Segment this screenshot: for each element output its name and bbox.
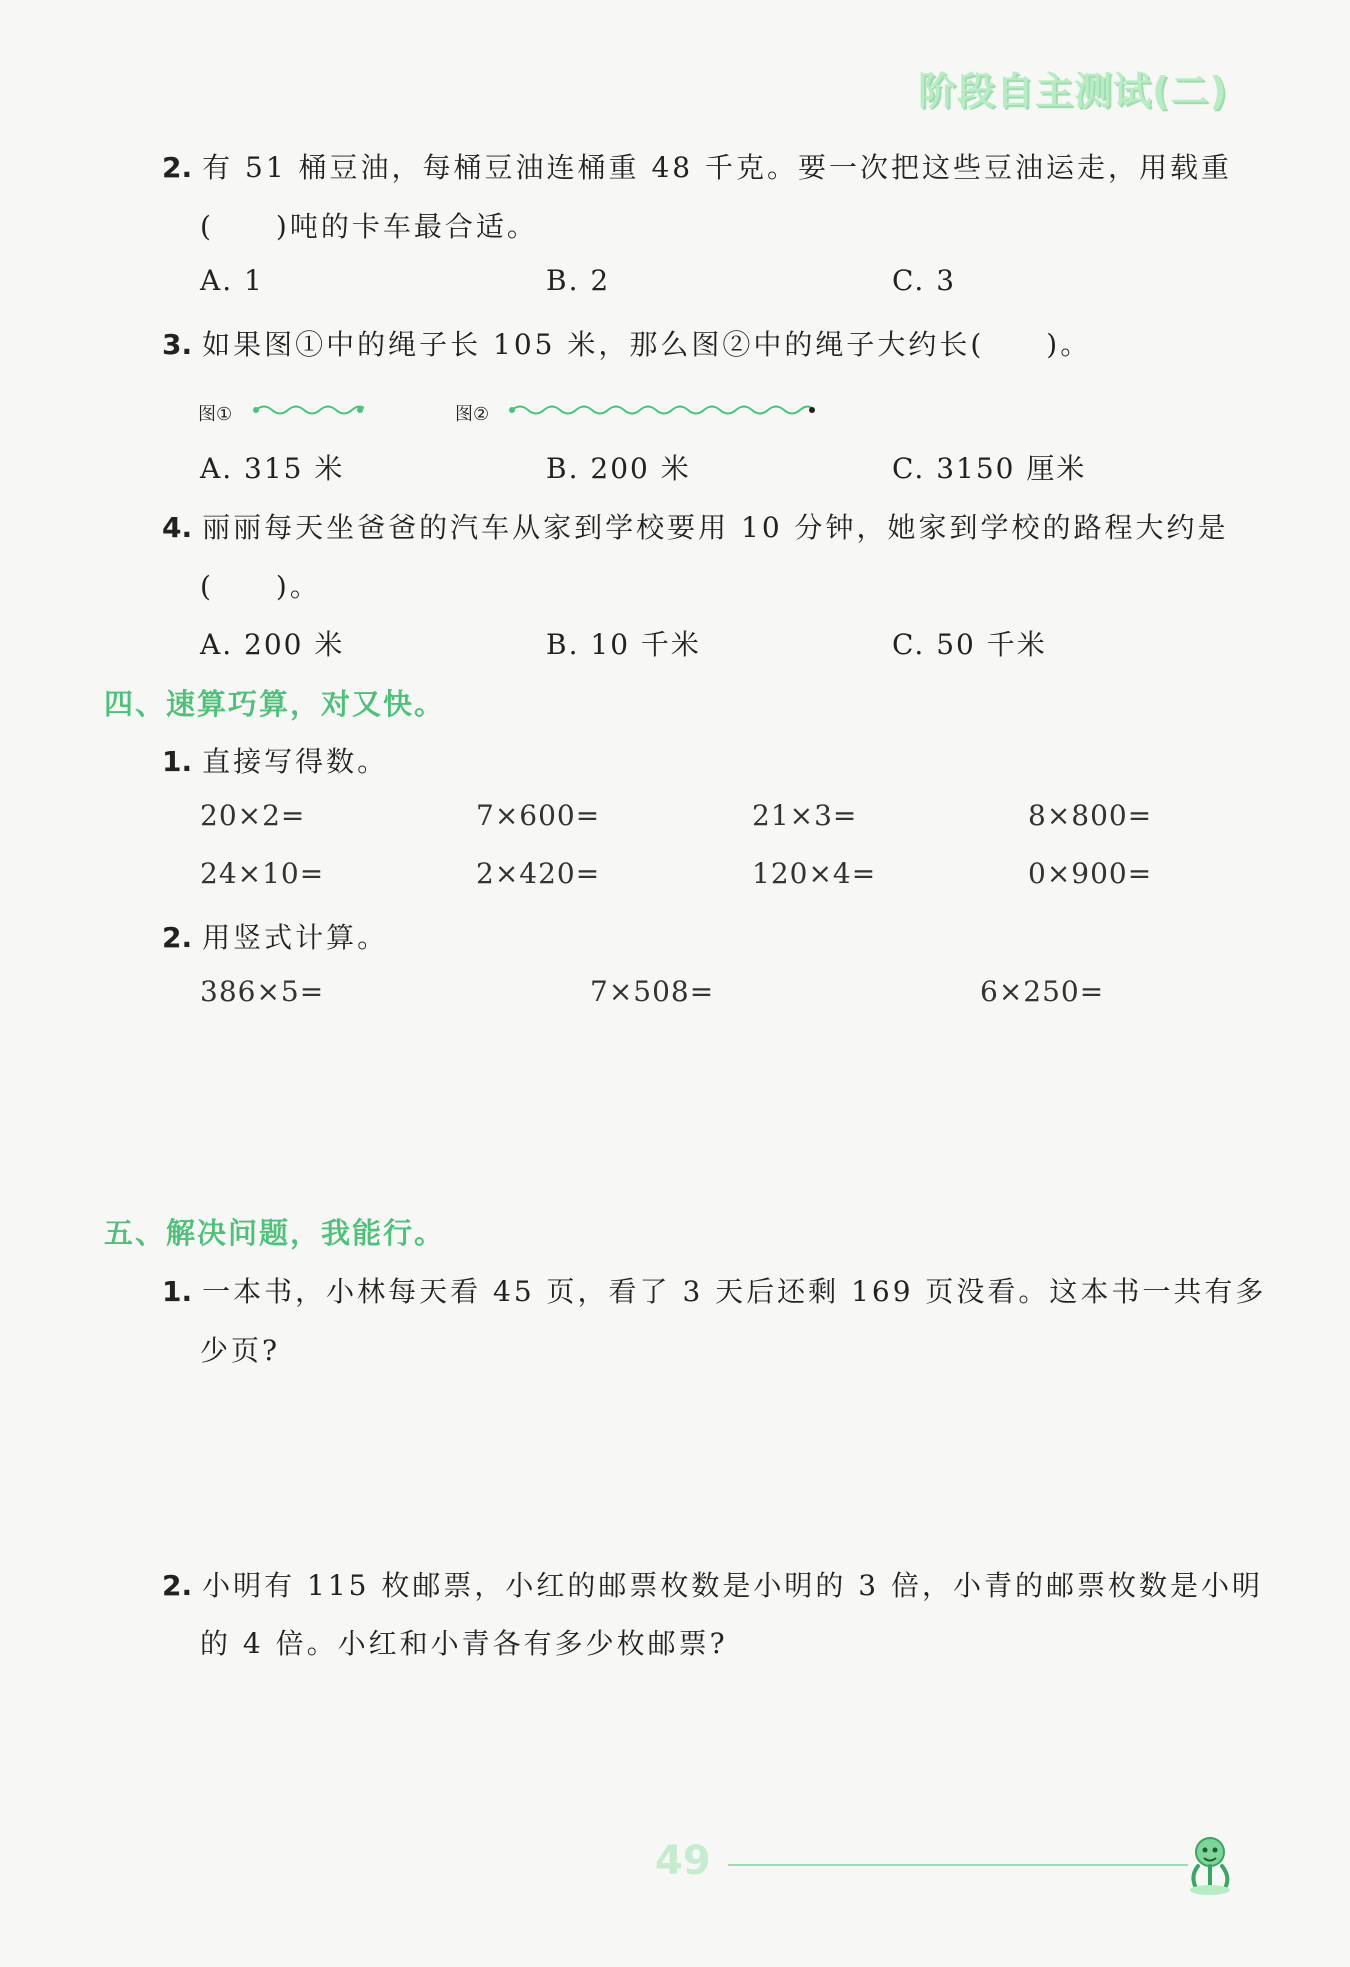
- q4-option-c: C. 50 千米: [892, 628, 1047, 661]
- s5-p1-text-line1: 一本书，小林每天看 45 页，看了 3 天后还剩 169 页没看。这本书一共有多: [202, 1275, 1267, 1308]
- q2-option-c: C. 3: [892, 264, 957, 297]
- calc-item: 2×420=: [476, 857, 601, 890]
- q3-number: 3.: [162, 328, 193, 361]
- calc-item: 20×2=: [200, 799, 306, 832]
- calc-item: 24×10=: [200, 857, 325, 890]
- figure-1-rope: [252, 398, 364, 422]
- calc-item: 0×900=: [1028, 857, 1153, 890]
- q3-option-a: A. 315 米: [200, 452, 345, 485]
- figure-1-label: 图①: [198, 404, 233, 425]
- s4-p2-number: 2.: [162, 921, 193, 954]
- s4-p1-number: 1.: [162, 745, 193, 778]
- q4-line1: [162, 506, 1229, 546]
- s5-p2-line2: 的 4 倍。小红和小青各有多少枚邮票?: [200, 1627, 728, 1660]
- q4-option-b: B. 10 千米: [546, 628, 701, 661]
- calc-item: 120×4=: [752, 857, 877, 890]
- mascot-icon: [1180, 1828, 1250, 1898]
- q4-line2: ( )。: [200, 570, 321, 603]
- s5-p1-number: 1.: [162, 1275, 193, 1308]
- s4-p2-label: 用竖式计算。: [202, 921, 389, 954]
- footer-divider: [728, 1864, 1188, 1866]
- s4-p2-heading: [162, 916, 388, 956]
- q4-option-a: A. 200 米: [200, 628, 345, 661]
- q2-number: 2.: [162, 151, 193, 184]
- q2-option-a: A. 1: [200, 264, 264, 297]
- q4-number: 4.: [162, 511, 193, 544]
- q2-line1: [162, 146, 1232, 186]
- s5-p2-number: 2.: [162, 1569, 193, 1602]
- vertical-calc-item: 7×508=: [590, 975, 715, 1008]
- vertical-calc-item: 6×250=: [980, 975, 1105, 1008]
- page-number: 49: [655, 1838, 711, 1884]
- figure-2-label: 图②: [455, 404, 490, 425]
- s5-p1-line2: 少页?: [200, 1334, 281, 1367]
- figure-2-rope: [508, 398, 818, 422]
- s4-p1-heading: [162, 740, 388, 780]
- q2-text-line1: 有 51 桶豆油，每桶豆油连桶重 48 千克。要一次把这些豆油运走，用载重: [202, 151, 1232, 184]
- s5-p2-line1: [162, 1564, 1263, 1604]
- s5-p2-text-line1: 小明有 115 枚邮票，小红的邮票枚数是小明的 3 倍，小青的邮票枚数是小明: [202, 1569, 1263, 1602]
- calc-item: 8×800=: [1028, 799, 1153, 832]
- header-title: 阶段自主测试(二): [918, 69, 1228, 113]
- q2-option-b: B. 2: [546, 264, 611, 297]
- s4-p1-label: 直接写得数。: [202, 745, 389, 778]
- vertical-calc-item: 386×5=: [200, 975, 325, 1008]
- calc-item: 7×600=: [476, 799, 601, 832]
- calc-item: 21×3=: [752, 799, 858, 832]
- section-5-title: 五、解决问题，我能行。: [104, 1216, 446, 1250]
- q3-text-line1: 如果图①中的绳子长 105 米，那么图②中的绳子大约长( )。: [202, 328, 1092, 361]
- q3-line1: [162, 323, 1091, 363]
- q3-option-c: C. 3150 厘米: [892, 452, 1087, 485]
- q3-option-b: B. 200 米: [546, 452, 691, 485]
- q2-line2: ( )吨的卡车最合适。: [200, 210, 538, 243]
- q4-text-line1: 丽丽每天坐爸爸的汽车从家到学校要用 10 分钟，她家到学校的路程大约是: [202, 511, 1229, 544]
- section-4-title: 四、速算巧算，对又快。: [104, 687, 446, 721]
- s5-p1-line1: [162, 1270, 1266, 1310]
